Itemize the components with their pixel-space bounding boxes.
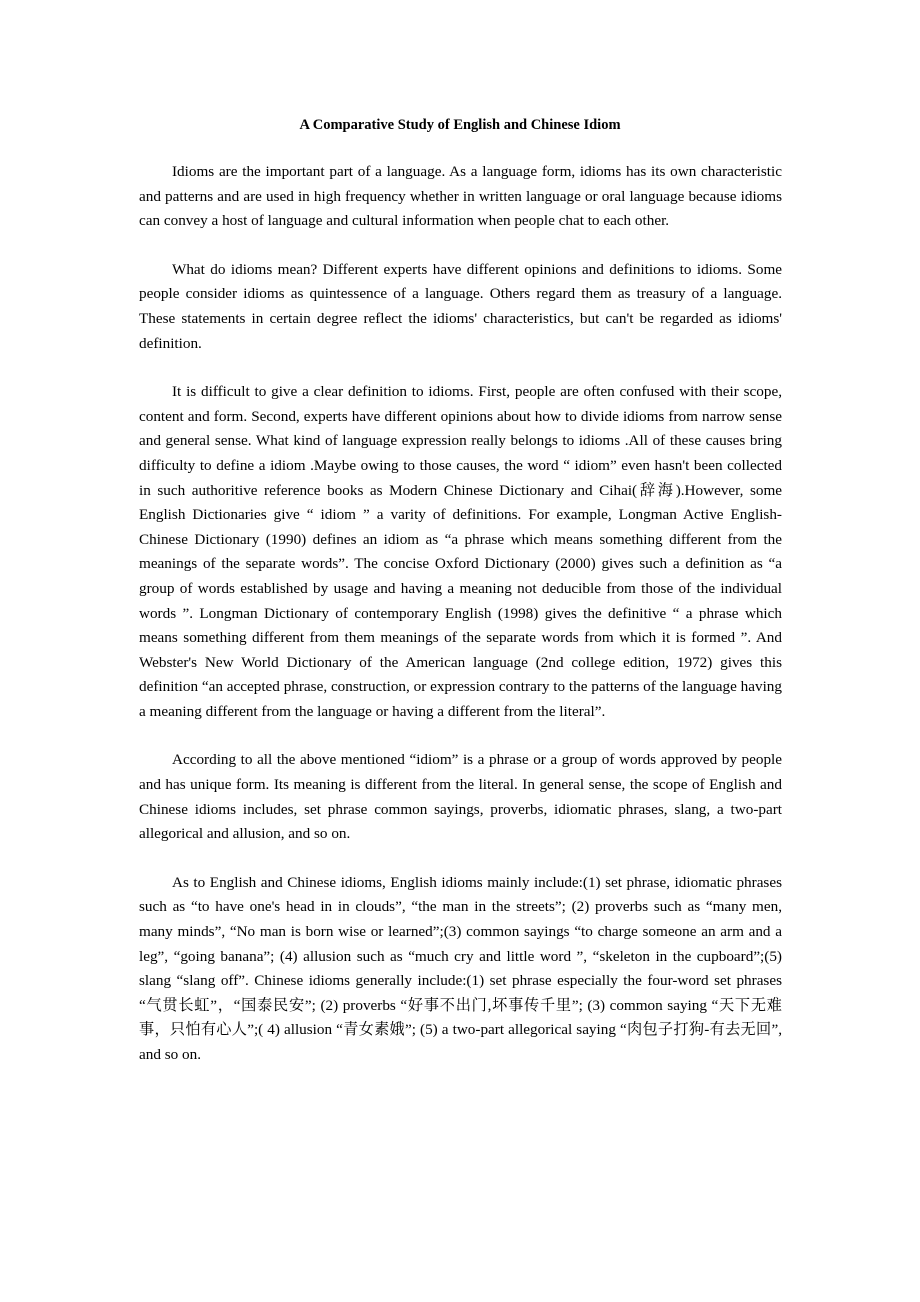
document-title: A Comparative Study of English and Chinese Idiom (299, 117, 621, 133)
paragraph-definition: It is difficult to give a clear definition to idioms. First, people are often confused with their scope, content and form. Second, experts have different opinions about how to divide idioms from narrow sense and general sense. What kind of language expression really belongs to idioms .All of these causes bring difficulty to define a idiom .Maybe owing to those causes, the word “ idiom” even hasn't been collected in such authoritive reference books as Modern Chinese Dictionary and Cihai(辞海).However, some English Dictionaries give “ idiom ” a varity of definitions. For example, Longman Active English-Chinese Dictionary (1990) defines an idiom as “a phrase which means something different from the meanings of the separate words”. The concise Oxford Dictionary (2000) gives such a definition as “a group of words established by usage and having a meaning not deducible from those of the individual words ”. Longman Dictionary of contemporary English (1998) gives the definitive “ a phrase which means something different from them meanings of the separate words from which it is formed ”. And Webster's New World Dictionary of the American language (2nd college edition, 1972) gives this definition “an accepted phrase, construction, or expression contrary to the patterns of the language having a meaning different from the language or having a different from the literal”. (139, 383, 782, 720)
paragraph-intro: Idioms are the important part of a language. As a language form, idioms has its own characteristic and patterns and are used in high frequency whether in written language or oral language because idioms can convey a host of language and cultural information when people chat to each other. (139, 163, 782, 230)
document-body (139, 160, 782, 1092)
paragraph-meaning: What do idioms mean? Different experts have different opinions and definitions to idioms. Some people consider idioms as quintessence of a language. Others regard them as treasury of a language. These statements in certain degree reflect the idioms' characteristics, but can't be regarded as idioms' definition. (139, 260, 782, 352)
paragraph-classification: As to English and Chinese idioms, English idioms mainly include:(1) set phrase, idiomatic phrases such as “to have one's head in in clouds”, “the man in the streets”; (2) proverbs such as “many men, many minds”, “No man is born wise or learned”;(3) common sayings “to charge someone an arm and a leg”, “going banana”; (4) allusion such as “much cry and little word ”, “skeleton in the cupboard”;(5) slang “slang off”. Chinese idioms generally include:(1) set phrase especially the four-word set phrases “气贯长虹”，“国泰民安”; (2) proverbs “好事不出门,坏事传千里”; (3) common saying “天下无难事，只怕有心人”;( 4) allusion “青女素娥”; (5) a two-part allegorical saying “肉包子打狗-有去无回”, and so on. (139, 873, 782, 1063)
paragraph-scope: According to all the above mentioned “idiom” is a phrase or a group of words approved by people and has unique form. Its meaning is different from the literal. In general sense, the scope of English and Chinese idioms includes, set phrase common sayings, proverbs, idiomatic phrases, slang, a two-part allegorical and allusion, and so on. (139, 751, 782, 843)
